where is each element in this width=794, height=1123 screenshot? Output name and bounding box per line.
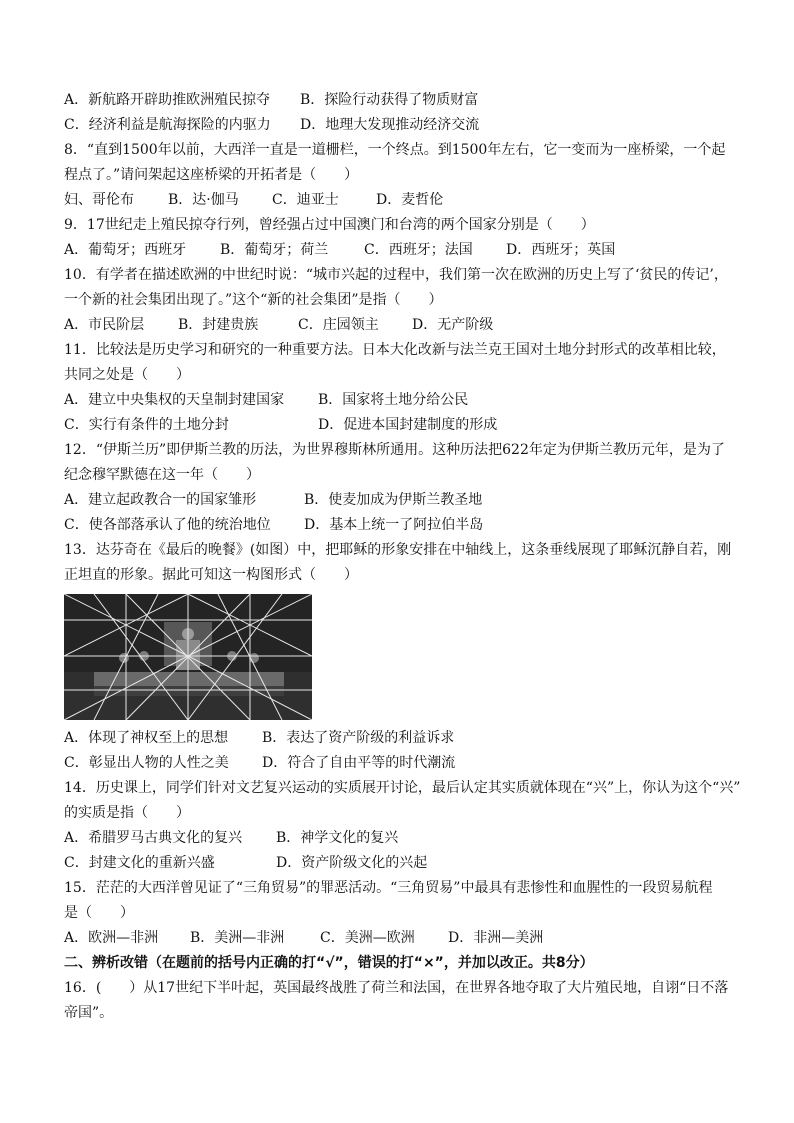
q14-options-row2 bbox=[64, 851, 734, 876]
q10-stem-line1: 10．有学者在描述欧洲的中世纪时说：“城市兴起的过程中，我们第一次在欧洲的历史上写了‘贫民的传记’， bbox=[64, 267, 728, 283]
q16-stem-line2: 帝国”。 bbox=[64, 1005, 114, 1021]
q9-option-c[interactable]: C．西班牙；法国 bbox=[364, 242, 473, 258]
q11-option-d[interactable]: D．促进本国封建制度的形成 bbox=[318, 417, 498, 433]
q12-option-d[interactable]: D．基本上统一了阿拉伯半岛 bbox=[304, 517, 484, 533]
q13-option-a[interactable]: A．体现了神权至上的思想 bbox=[64, 730, 229, 746]
q11-option-c[interactable]: C．实行有条件的土地分封 bbox=[64, 417, 229, 433]
q11-stem-line1: 11．比较法是历史学习和研究的一种重要方法。日本大化改新与法兰克王国对土地分封形式的改革相比较， bbox=[64, 342, 726, 358]
q9-option-a[interactable]: A．葡萄牙；西班牙 bbox=[64, 242, 187, 258]
q14-stem-line1: 14．历史课上，同学们针对文艺复兴运动的实质展开讨论，最后认定其实质就体现在“兴”上，你认为这个“兴” bbox=[64, 780, 741, 796]
q8-stem-line1: 8．“直到1500年以前，大西洋一直是一道栅栏，一个终点。到1500年左右，它一变而为一座桥梁，一个起 bbox=[64, 142, 726, 158]
q15-options bbox=[64, 926, 734, 951]
q7-option-d[interactable]: D．地理大发现推动经济交流 bbox=[300, 117, 480, 133]
q12-option-b[interactable]: B．使麦加成为伊斯兰教圣地 bbox=[304, 492, 483, 508]
q8-option-d[interactable]: D．麦哲伦 bbox=[376, 192, 444, 208]
q12-option-a[interactable]: A．建立起政教合一的国家雏形 bbox=[64, 492, 257, 508]
q12-options-row1 bbox=[64, 488, 734, 513]
q14-option-b[interactable]: B．神学文化的复兴 bbox=[276, 830, 399, 846]
q16-stem-line1: 16．( ）从17世纪下半叶起，英国最终战胜了荷兰和法国，在世界各地夺取了大片殖民地，自诩“日不落 bbox=[64, 980, 729, 996]
q12-stem-line1: 12．“伊斯兰历”即伊斯兰教的历法，为世界穆斯林所通用。这种历法把622年定为伊斯兰教历元年，是为了 bbox=[64, 442, 725, 458]
q13-option-d[interactable]: D．符合了自由平等的时代潮流 bbox=[262, 755, 456, 771]
q11-stem-line2: 共同之处是（ ） bbox=[64, 367, 190, 383]
q13-option-c[interactable]: C．彰显出人物的人性之美 bbox=[64, 755, 229, 771]
q8-option-a[interactable]: 妇、哥伦布 bbox=[64, 192, 134, 208]
section2-title: 二、辨析改错（在题前的括号内正确的打“√”，错误的打“×”，并加以改正。共8分） bbox=[64, 955, 594, 971]
q8-stem-line2: 程点了。”请问架起这座桥梁的开拓者是（ ） bbox=[64, 167, 359, 183]
q13-option-b[interactable]: B．表达了资产阶级的利益诉求 bbox=[262, 730, 455, 746]
q14-option-c[interactable]: C．封建文化的重新兴盛 bbox=[64, 855, 215, 871]
q9-option-b[interactable]: B．葡萄牙；荷兰 bbox=[220, 242, 329, 258]
q8-option-c[interactable]: C．迪亚士 bbox=[272, 192, 339, 208]
q14-stem-line2: 的实质是指（ ） bbox=[64, 805, 190, 821]
q10-options bbox=[64, 313, 734, 338]
q10-option-c[interactable]: C．庄园领主 bbox=[298, 317, 379, 333]
q15-stem-line2: 是（ ） bbox=[64, 905, 134, 921]
q12-options-row2 bbox=[64, 513, 734, 538]
q8-option-b[interactable]: B．达·伽马 bbox=[168, 192, 239, 208]
q7-option-b[interactable]: B．探险行动获得了物质财富 bbox=[300, 92, 479, 108]
q13-options-row1 bbox=[64, 726, 734, 751]
q14-option-a[interactable]: A．希腊罗马古典文化的复兴 bbox=[64, 830, 243, 846]
q11-options-row2 bbox=[64, 413, 734, 438]
q15-option-d[interactable]: D．非洲—美洲 bbox=[448, 930, 544, 946]
q11-option-a[interactable]: A．建立中央集权的天皇制封建国家 bbox=[64, 392, 285, 408]
q11-options-row1 bbox=[64, 388, 734, 413]
q8-options bbox=[64, 188, 734, 213]
q10-option-b[interactable]: B．封建贵族 bbox=[178, 317, 259, 333]
q15-option-b[interactable]: B．美洲—非洲 bbox=[190, 930, 285, 946]
q9-options bbox=[64, 238, 734, 263]
q15-option-a[interactable]: A．欧洲—非洲 bbox=[64, 930, 159, 946]
q13-stem-line1: 13．达芬奇在《最后的晚餐》(如图）中，把耶稣的形象安排在中轴线上，这条垂线展现了耶稣沉静自若，刚 bbox=[64, 542, 732, 558]
q9-option-d[interactable]: D．西班牙；英国 bbox=[506, 242, 616, 258]
exam-page bbox=[64, 88, 741, 1026]
q13-stem-line2: 正坦直的形象。据此可知这一构图形式（ ） bbox=[64, 567, 358, 583]
q10-option-a[interactable]: A．市民阶层 bbox=[64, 317, 145, 333]
q11-option-b[interactable]: B．国家将土地分给公民 bbox=[318, 392, 469, 408]
q13-options-row2 bbox=[64, 751, 734, 776]
last-supper-image bbox=[64, 594, 312, 720]
q7-options-row2 bbox=[64, 113, 734, 138]
q10-stem-line2: 一个新的社会集团出现了。”这个“新的社会集团”是指（ ） bbox=[64, 292, 443, 308]
q15-option-c[interactable]: C．美洲—欧洲 bbox=[320, 930, 415, 946]
q7-option-c[interactable]: C．经济利益是航海探险的内驱力 bbox=[64, 117, 271, 133]
q12-stem-line2: 纪念穆罕默德在这一年（ ） bbox=[64, 467, 260, 483]
q12-option-c[interactable]: C．使各部落承认了他的统治地位 bbox=[64, 517, 271, 533]
q15-stem-line1: 15．茫茫的大西洋曾见证了“三角贸易”的罪恶活动。“三角贸易”中最具有悲惨性和血腥性的一段贸易航程 bbox=[64, 880, 713, 896]
q14-options-row1 bbox=[64, 826, 734, 851]
q7-options-row1 bbox=[64, 88, 734, 113]
q9-stem: 9．17世纪走上殖民掠夺行列，曾经强占过中国澳门和台湾的两个国家分别是（ ） bbox=[64, 217, 595, 233]
last-supper-figure bbox=[64, 594, 312, 720]
q7-option-a[interactable]: A．新航路开辟助推欧洲殖民掠夺 bbox=[64, 92, 271, 108]
q10-option-d[interactable]: D．无产阶级 bbox=[412, 317, 494, 333]
q14-option-d[interactable]: D．资产阶级文化的兴起 bbox=[276, 855, 428, 871]
